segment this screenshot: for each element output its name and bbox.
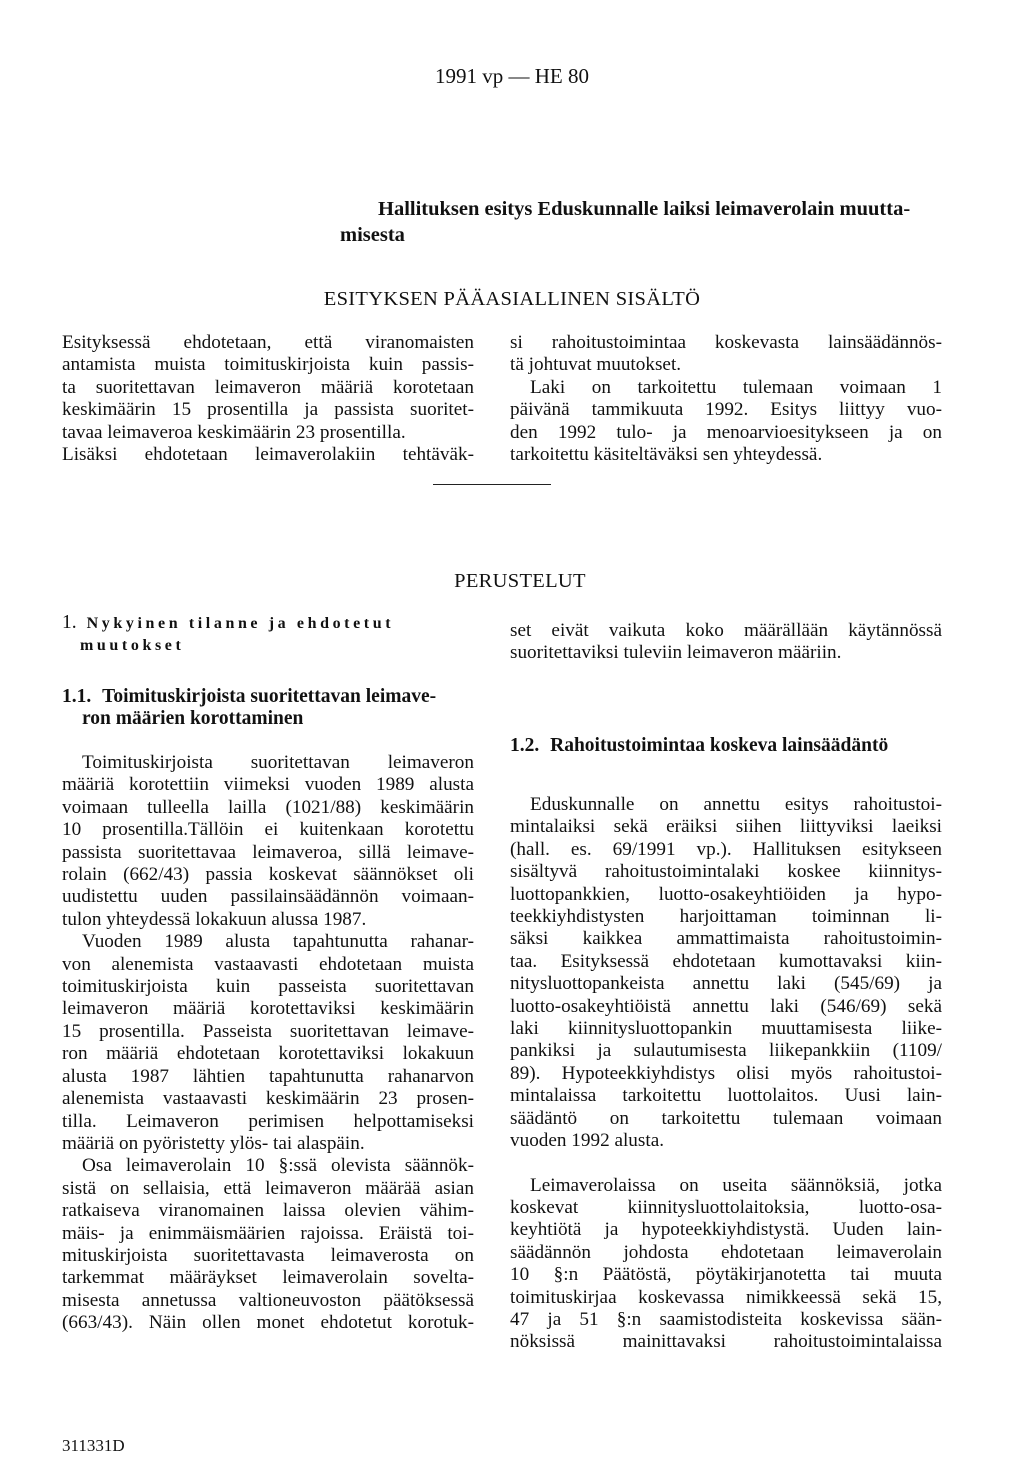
text-line: mituskirjoista suoritettavasta leimaverosta on xyxy=(62,1244,474,1266)
text-line: keskimäärin 15 prosentilla ja passista suoritet- xyxy=(62,399,474,421)
text-line: Toimituskirjoista suoritettavan leimaveron xyxy=(82,752,474,773)
summary-right-column xyxy=(510,332,942,466)
text-line: ta suoritettavan leimaveron määriä korotetaan xyxy=(62,376,474,398)
text-line: tilla. Leimaveron perimisen helpottamiseksi xyxy=(62,1110,474,1132)
section-divider xyxy=(433,484,551,485)
section-title-line-2: muutokset xyxy=(80,637,185,654)
section-number: 1.1. xyxy=(62,686,92,707)
text-line: ratkaiseva viranomainen laissa olevien vähim- xyxy=(62,1200,474,1222)
text-line: Esityksessä ehdotetaan, että viranomaisten xyxy=(62,332,474,353)
text-line: pankiksi ja sulautumisesta liikepankkiin (1109/ xyxy=(510,1040,942,1062)
text-line: nitysluottopankeista annettu laki (545/69) ja xyxy=(510,973,942,995)
text-line: Laki on tarkoitettu tulemaan voimaan 1 xyxy=(530,376,942,398)
text-line: teekkiyhdistysten harjoittaman toiminnan li- xyxy=(510,906,942,928)
text-line: alusta 1987 lähtien tapahtunutta rahanarvon xyxy=(62,1065,474,1087)
section-1-heading xyxy=(62,612,482,657)
section-title: Rahoitustoimintaa koskeva lainsäädäntö xyxy=(550,735,889,756)
text-line: alenemista vastaavasti keskimäärin 23 prosen- xyxy=(62,1088,474,1110)
text-line: taa. Esityksessä ehdotetaan kumottavaksi kiin- xyxy=(510,950,942,972)
text-line: säädännön johdosta ehdotetaan leimaverolain xyxy=(510,1241,942,1263)
text-line: 10 §:n Päätöstä, pöytäkirjanotetta tai muuta xyxy=(510,1264,942,1286)
text-line: voimaan tulleella lailla (1021/88) keskimäärin xyxy=(62,796,474,818)
text-line: passista suoritettavaa leimaveroa, sillä leimave- xyxy=(62,841,474,863)
text-line: 89). Hypoteekkiyhdistys olisi myös rahoitustoi- xyxy=(510,1062,942,1084)
text-line: toimituskirjoista kuin passeista suoritettavan xyxy=(62,976,474,998)
section-1-1-heading xyxy=(62,686,482,730)
right-body-column xyxy=(510,794,942,1354)
text-line: tä johtuvat muutokset. xyxy=(510,354,682,376)
paragraph xyxy=(510,794,942,1153)
text-line: nöksissä mainittavaksi rahoitustoimintalaissa xyxy=(510,1331,942,1353)
text-line: ron määriä ehdotetaan korotettaviksi lokakuun xyxy=(62,1043,474,1065)
section-1-2-heading xyxy=(510,735,950,757)
text-line: sisältyvä rahoitustoimintalaki koskee kiinnitys- xyxy=(510,861,942,883)
text-line: luottopankkien, luotto-osakeyhtiöiden ja hypo- xyxy=(510,883,942,905)
text-line: toimituskirjaa koskevassa nimikkeessä sekä 15, xyxy=(510,1286,942,1308)
text-line: 10 prosentilla.Tällöin ei kuitenkaan korotettu xyxy=(62,819,474,841)
text-line: set eivät vaikuta koko määrällään käytännössä xyxy=(510,620,942,641)
text-line: määriä korotettiin viimeksi vuoden 1989 alusta xyxy=(62,774,474,796)
text-line: antamista muista toimituskirjoista kuin passis- xyxy=(62,354,474,376)
text-line: sistä on sellaisia, että leimaveron määrää asian xyxy=(62,1177,474,1199)
summary-left-column xyxy=(62,332,474,466)
text-line: mintalaiksi sekä eräiksi siihen liittyviksi laeiksi xyxy=(510,816,942,838)
text-line: tulon yhteydessä lokakuun alussa 1987. xyxy=(62,908,367,930)
document-title xyxy=(340,196,980,248)
text-line: tarkoitettu käsiteltäväksi sen yhteydessä. xyxy=(510,444,823,466)
text-line: misesta annetussa valtioneuvoston päätöksessä xyxy=(62,1289,474,1311)
text-line: Leimaverolaissa on useita säännöksiä, jotka xyxy=(530,1174,942,1196)
summary-heading: ESITYKSEN PÄÄASIALLINEN SISÄLTÖ xyxy=(323,288,701,310)
section-number: 1.2. xyxy=(510,735,540,756)
title-line-1: Hallituksen esitys Eduskunnalle laiksi leimaverolain muutta- xyxy=(378,198,911,220)
text-line: Lisäksi ehdotetaan leimaverolakiin tehtäväk- xyxy=(62,444,474,466)
text-line: leimaveron määriä korotettaviksi keskimäärin xyxy=(62,998,474,1020)
text-line: Osa leimaverolain 10 §:ssä olevista säännök- xyxy=(82,1155,474,1177)
text-line: (663/43). Näin ollen monet ehdotetut korotuk- xyxy=(62,1312,474,1334)
paragraph xyxy=(62,931,474,1155)
text-line: tarkemmat määräykset leimaverolain sovelta- xyxy=(62,1267,474,1289)
text-line: mintalaissa tarkoitettu luottolaitos. Uusi lain- xyxy=(510,1085,942,1107)
text-line: uudistettu uuden passilainsäädännön voimaan- xyxy=(62,886,474,908)
section-title-line-1: Toimituskirjoista suoritettavan leimave- xyxy=(102,686,437,707)
document-code: 311331D xyxy=(62,1436,125,1455)
paragraph xyxy=(62,1155,474,1334)
text-line: päivänä tammikuuta 1992. Esitys liittyy vuo- xyxy=(510,399,942,421)
text-line: laki kiinnitysluottopankin muuttamisesta liike- xyxy=(510,1018,942,1040)
text-line: von alenemista vastaavasti ehdotetaan muista xyxy=(62,953,474,975)
text-line: tavaa leimaveroa keskimäärin 23 prosentilla. xyxy=(62,421,406,443)
paragraph xyxy=(62,752,474,931)
section-title-line-1: Nykyinen tilanne ja ehdotetut xyxy=(86,615,395,632)
left-body-column xyxy=(62,752,474,1335)
paragraph xyxy=(510,1175,942,1354)
page-header: 1991 vp — HE 80 xyxy=(435,64,589,88)
text-line: (hall. es. 69/1991 vp.). Hallituksen esitykseen xyxy=(510,838,942,860)
text-line: mäis- ja enimmäismäärien rajoissa. Eräistä toi- xyxy=(62,1222,474,1244)
text-line: Eduskunnalle on annettu esitys rahoitustoi- xyxy=(530,794,942,815)
text-line: Vuoden 1989 alusta tapahtunutta rahanar- xyxy=(82,931,474,953)
perustelut-heading: PERUSTELUT xyxy=(454,570,586,592)
section-title-line-2: ron määrien korottaminen xyxy=(82,708,304,729)
text-line: koskevat kiinnitysluottolaitoksia, luotto-osa- xyxy=(510,1196,942,1218)
text-line: säksi kaikkea ammattimaista rahoitustoimin- xyxy=(510,928,942,950)
title-line-2: misesta xyxy=(340,224,405,246)
paragraph-gap xyxy=(510,1153,942,1175)
text-line: määriä on pyöristetty ylös- tai alaspäin. xyxy=(62,1132,365,1154)
text-line: vuoden 1992 alusta. xyxy=(510,1130,665,1152)
text-line: si rahoitustoimintaa koskevasta lainsäädännös- xyxy=(510,332,942,353)
right-continuation xyxy=(510,620,942,665)
text-line: 15 prosentilla. Passeista suoritettavan leimave- xyxy=(62,1020,474,1042)
text-line: 47 ja 51 §:n saamistodisteita koskevissa sään- xyxy=(510,1308,942,1330)
text-line: rolain (662/43) passia koskevat säännökset oli xyxy=(62,864,474,886)
text-line: suoritettaviksi tuleviin leimaveron määriin. xyxy=(510,642,842,664)
text-line: den 1992 tulo- ja menoarvioesitykseen ja on xyxy=(510,421,942,443)
text-line: luotto-osakeyhtiöistä annettu laki (546/69) sekä xyxy=(510,995,942,1017)
text-line: säädäntö on tarkoitettu tulemaan voimaan xyxy=(510,1107,942,1129)
text-line: keyhtiötä ja hypoteekkiyhdistystä. Uuden lain- xyxy=(510,1219,942,1241)
section-number: 1. xyxy=(62,612,77,633)
